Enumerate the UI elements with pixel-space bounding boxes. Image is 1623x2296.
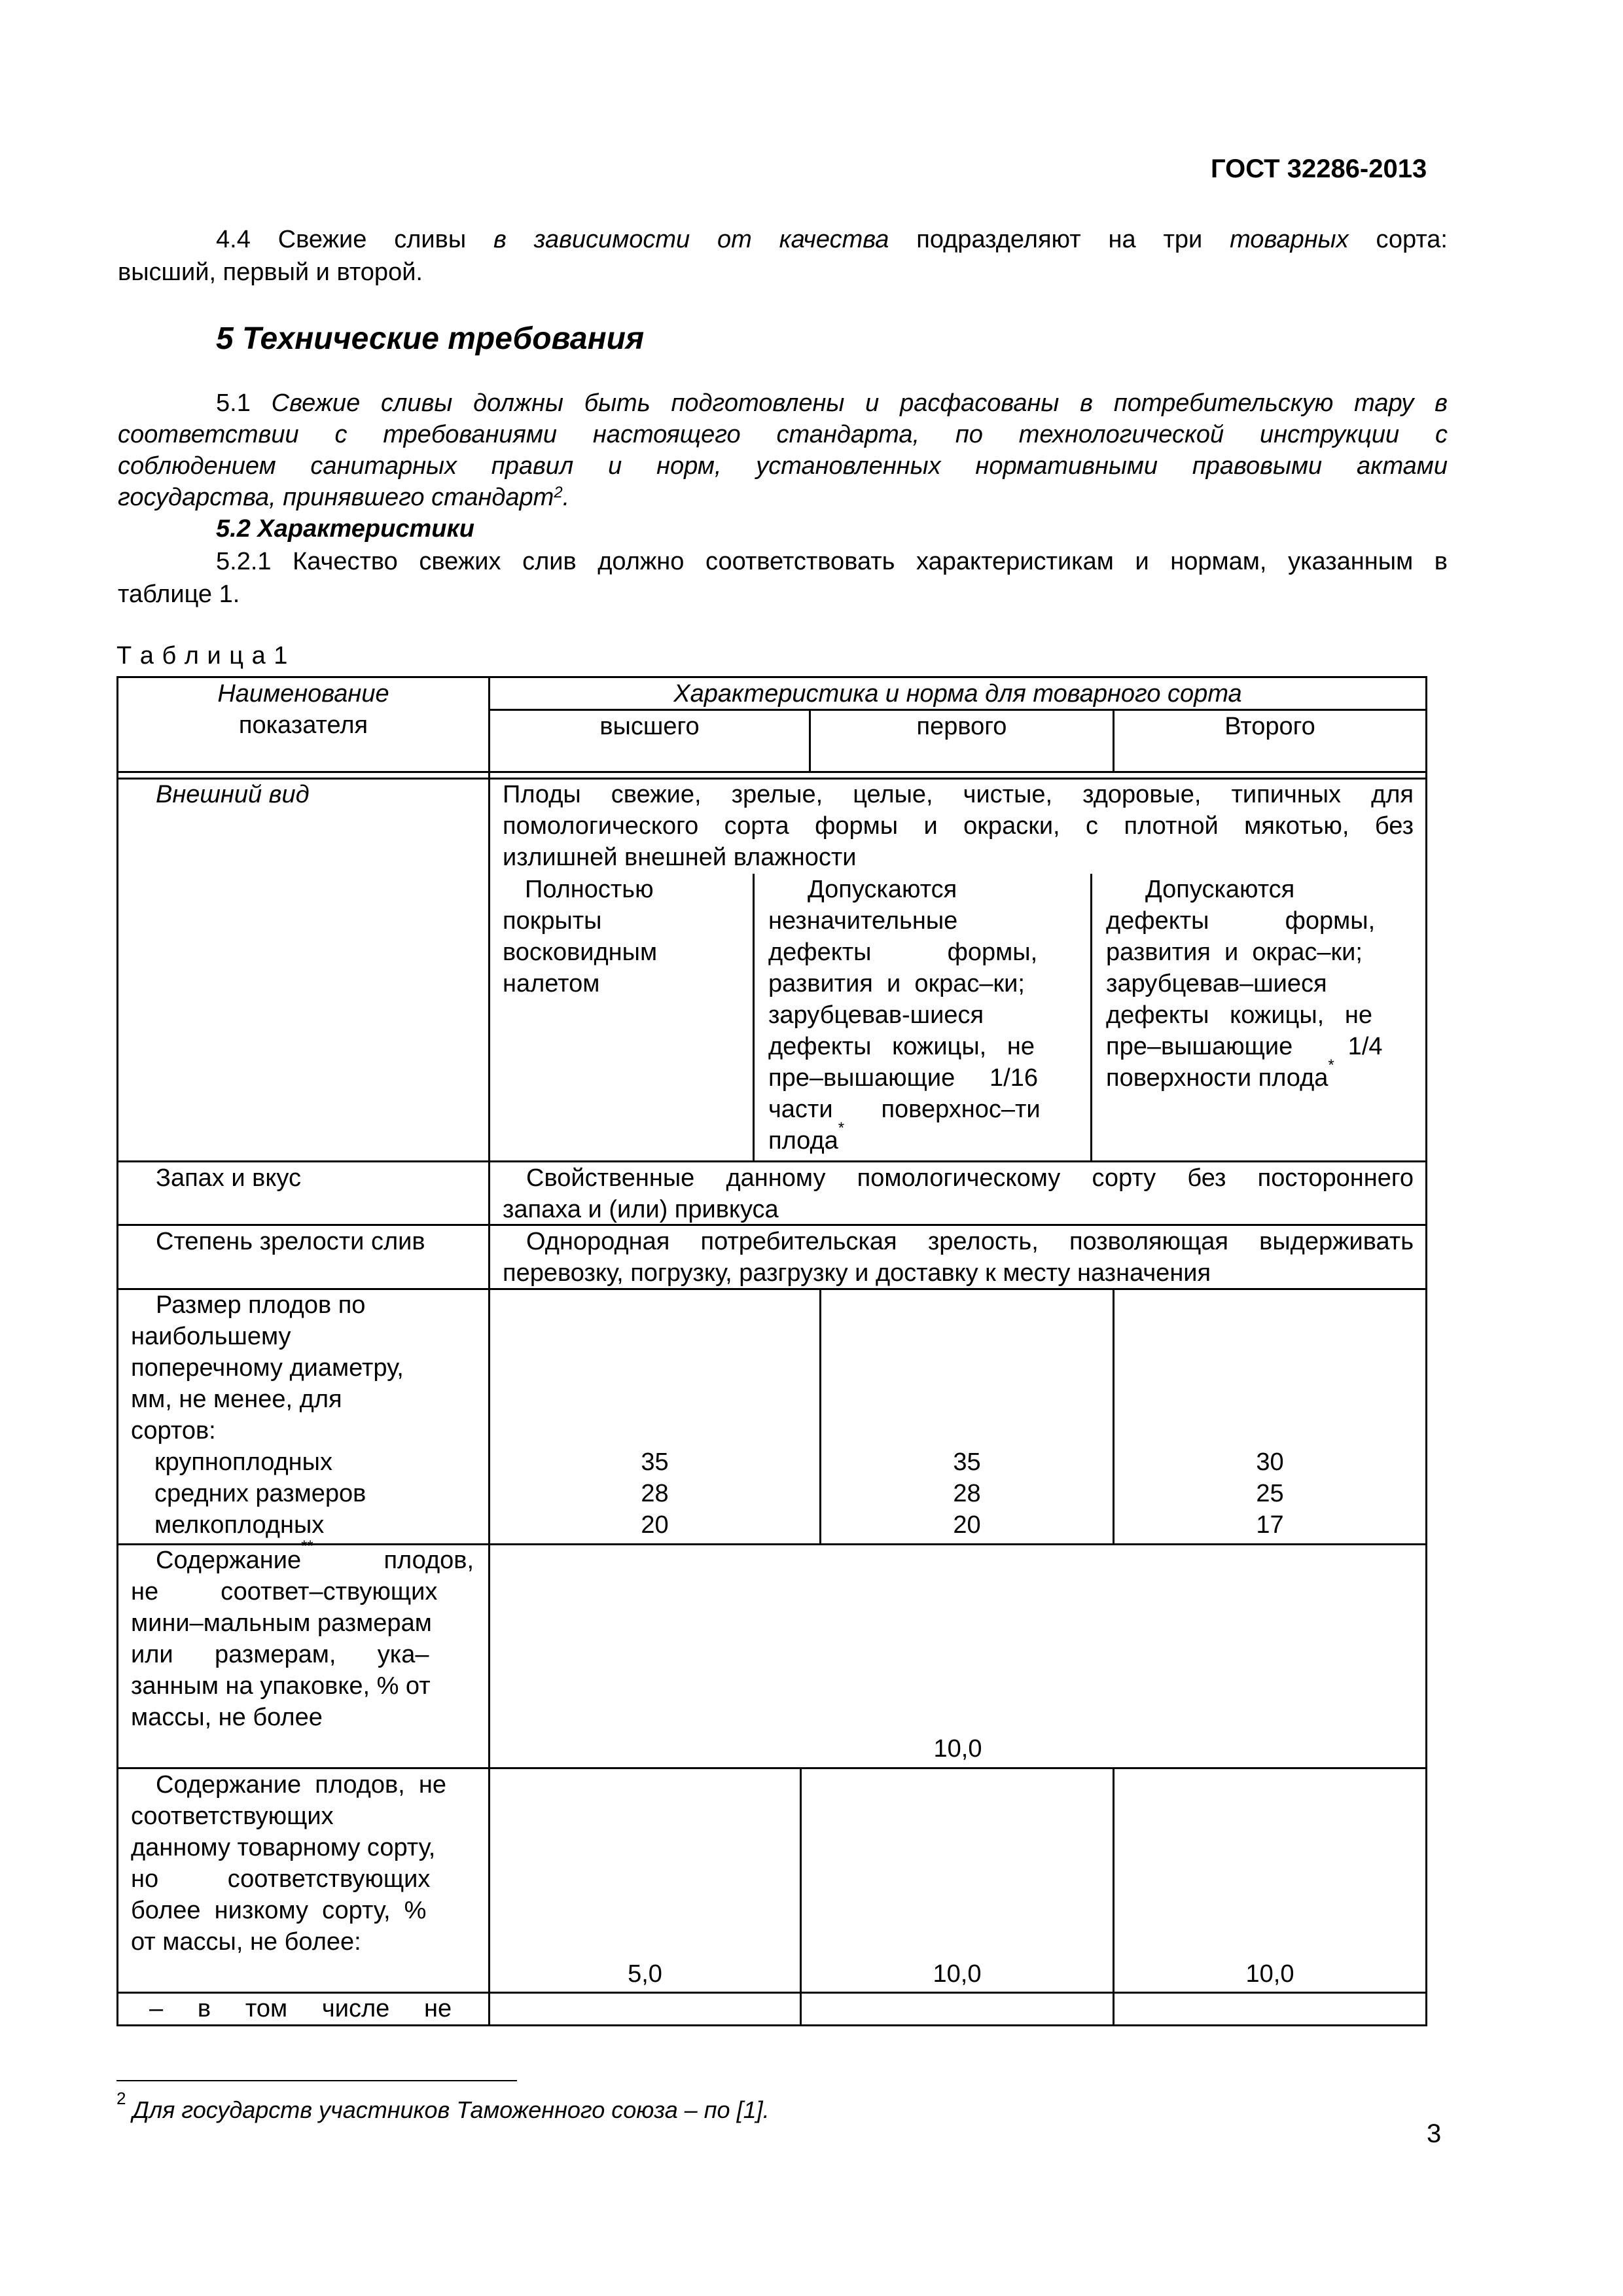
minsize-label-l3: мини–мальным размерам <box>131 1609 432 1637</box>
row-lowergrade-label <box>131 1769 474 1958</box>
footnote-text: Для государств участников Таможенного союза – по [1]. <box>132 2096 770 2123</box>
appearance-g2-l9: плода <box>768 1127 838 1155</box>
para-4-4-line2: высший, первый и второй. <box>118 259 423 286</box>
para-5-1-end: . <box>562 484 570 511</box>
para-4-4-text-d: товарных <box>1230 226 1349 253</box>
minsize-mark: ** <box>301 1537 313 1556</box>
head-grade-top: высшего <box>599 713 700 740</box>
appearance-g3-mark: * <box>1328 1056 1334 1075</box>
lowergrade-label-l2: соответствующих <box>131 1803 334 1830</box>
lowergrade-value-top: 5,0 <box>628 1960 662 1988</box>
size-label-l2: наибольшему <box>131 1323 291 1350</box>
size-sort-medium: средних размеров <box>154 1480 366 1507</box>
size-first-medium: 28 <box>953 1480 981 1507</box>
appearance-common-l2: помологического сорта формы и окраски, с плотной мякотью, без <box>503 812 1414 840</box>
lowergrade-label-l4: но соответствующих <box>131 1865 431 1893</box>
lowergrade-value-first: 10,0 <box>933 1960 982 1988</box>
para-5-1-text4: государства, принявшего стандарт <box>118 484 554 511</box>
size-sort-large: крупноплодных <box>154 1448 332 1476</box>
para-4-4-text-c: подразделяют на три <box>889 226 1230 253</box>
size-top-large: 35 <box>641 1448 669 1476</box>
size-second-medium: 25 <box>1256 1480 1284 1507</box>
row-minsize-label <box>131 1537 474 1733</box>
size-second-small: 17 <box>1256 1511 1284 1539</box>
size-first-large: 35 <box>953 1448 981 1476</box>
appearance-grade-first <box>768 874 1079 1157</box>
para-5-2-1-line2: таблице 1. <box>118 581 240 608</box>
minsize-label-word: Содержание <box>156 1547 302 1574</box>
appearance-grade-second <box>1106 874 1414 1094</box>
head-grade-first: первого <box>916 713 1007 740</box>
head-indicator-l2: показателя <box>238 711 368 739</box>
para-4-4-text-b: в зависимости от качества <box>493 226 889 253</box>
row-smell-label: Запах и вкус <box>156 1164 301 1192</box>
document-code: ГОСТ 32286-2013 <box>1211 154 1427 183</box>
minsize-label-l6: массы, не более <box>131 1704 323 1731</box>
size-values-second <box>1115 1446 1425 1541</box>
minsize-label-word2: плодов, <box>383 1547 474 1574</box>
size-values-first <box>821 1446 1113 1541</box>
row-including-label: – в том числе не <box>149 1995 452 2022</box>
lowergrade-label-l3: данному товарному сорту, <box>131 1834 436 1861</box>
footnote-divider <box>116 2080 517 2081</box>
appearance-g1-l2: покрыты <box>503 907 602 935</box>
ripeness-l2: перевозку, погрузку, разгрузку и доставку к месту назначения <box>503 1259 1211 1287</box>
appearance-g3-l5: дефекты кожицы, не <box>1106 1001 1372 1029</box>
section-5-title: 5 Технические требования <box>216 321 645 356</box>
footnote <box>116 2089 770 2126</box>
size-values-top <box>490 1446 819 1541</box>
para-5-1-line3: соблюдением санитарных правил и норм, установленных нормативными правовыми актами <box>118 452 1448 480</box>
footnote-num: 2 <box>116 2089 126 2108</box>
appearance-g3-l1: Допускаются <box>1145 876 1295 903</box>
head-grade-second: Второго <box>1224 713 1315 740</box>
smell-l2: запаха и (или) привкуса <box>503 1196 779 1223</box>
appearance-g3-l7: поверхности плода <box>1106 1064 1329 1092</box>
appearance-g1-l4: налетом <box>503 970 600 997</box>
appearance-g3-l3: развития и окрас–ки; <box>1106 939 1363 966</box>
size-second-large: 30 <box>1256 1448 1284 1476</box>
appearance-grade-top <box>503 874 657 999</box>
minsize-label-l1 <box>131 1537 474 1576</box>
appearance-g3-l6: пре–вышающие 1/4 <box>1106 1033 1383 1060</box>
size-label-l1: Размер плодов по <box>156 1291 366 1319</box>
minsize-label-l5: занным на упаковке, % от <box>131 1672 431 1700</box>
para-5-2-1-line1: 5.2.1 Качество свежих слив должно соответствовать характеристикам и нормам, указанным в <box>216 548 1448 575</box>
para-5-1-text1: Свежие сливы должны быть подготовлены и расфасованы в потребительскую тару в <box>271 389 1448 417</box>
para-5-1-line2: соответствии с требованиями настоящего стандарта, по технологической инструкции с <box>118 421 1448 448</box>
appearance-g2-l1: Допускаются <box>808 876 957 903</box>
appearance-g2-l4: развития и окрас–ки; <box>768 970 1025 997</box>
row-size-label <box>131 1289 404 1541</box>
appearance-g2-l3: дефекты формы, <box>768 939 1038 966</box>
size-label-l4: мм, не менее, для <box>131 1386 342 1413</box>
minsize-label-l2: не соответ–ствующих <box>131 1578 438 1605</box>
appearance-g3-l4: зарубцевав–шиеся <box>1106 970 1327 997</box>
size-label-l3: поперечному диаметру, <box>131 1354 404 1382</box>
minsize-value: 10,0 <box>933 1735 982 1763</box>
appearance-g2-l8: части поверхнос–ти <box>768 1096 1041 1123</box>
appearance-common-l3: излишней внешней влажности <box>503 844 857 871</box>
row-appearance-label: Внешний вид <box>156 781 310 808</box>
para-5-1-line1 <box>216 387 1448 419</box>
appearance-g2-l7: пре–вышающие 1/16 <box>768 1064 1038 1092</box>
appearance-g2-mark: * <box>838 1119 845 1138</box>
minsize-label-l4: или размерам, ука– <box>131 1641 429 1668</box>
para-4-4-line1 <box>216 224 1448 255</box>
lowergrade-label-l6: от массы, не более: <box>131 1928 361 1956</box>
appearance-g1-l1: Полностью <box>525 876 654 903</box>
para-4-4-text-e: сорта: <box>1348 226 1448 253</box>
page-number: 3 <box>1427 2119 1442 2148</box>
smell-l1: Свойственные данному помологическому сорту без постороннего <box>526 1164 1414 1192</box>
table-caption: Т а б л и ц а 1 <box>116 642 289 670</box>
size-first-small: 20 <box>953 1511 981 1539</box>
lowergrade-value-second: 10,0 <box>1245 1960 1294 1988</box>
size-label-l5: сортов: <box>131 1417 216 1444</box>
para-4-4-text-a: 4.4 Свежие сливы <box>216 226 494 253</box>
head-indicator-l1: Наименование <box>217 680 389 708</box>
appearance-g2-l2: незначительные <box>768 907 958 935</box>
lowergrade-label-l1: Содержание плодов, не <box>156 1771 446 1799</box>
appearance-g3-l2: дефекты формы, <box>1106 907 1376 935</box>
para-5-1-line4 <box>118 482 569 513</box>
para-5-1-num: 5.1 <box>216 389 272 417</box>
section-5-2-title: 5.2 Характеристики <box>216 515 474 543</box>
appearance-g1-l3: восковидным <box>503 939 658 966</box>
footnote-ref: 2 <box>554 484 563 502</box>
lowergrade-label-l5: более низкому сорту, % <box>131 1897 427 1924</box>
ripeness-l1: Однородная потребительская зрелость, позволяющая выдерживать <box>526 1228 1414 1255</box>
size-top-medium: 28 <box>641 1480 669 1507</box>
size-sort-small: мелкоплодных <box>154 1511 325 1539</box>
appearance-g2-l5: зарубцевав-шиеся <box>768 1001 984 1029</box>
size-top-small: 20 <box>641 1511 669 1539</box>
appearance-g2-l6: дефекты кожицы, не <box>768 1033 1035 1060</box>
appearance-common-l1: Плоды свежие, зрелые, целые, чистые, здоровые, типичных для <box>503 781 1414 808</box>
row-ripeness-label: Степень зрелости слив <box>156 1228 425 1255</box>
head-characteristic: Характеристика и норма для товарного сорта <box>673 680 1242 708</box>
